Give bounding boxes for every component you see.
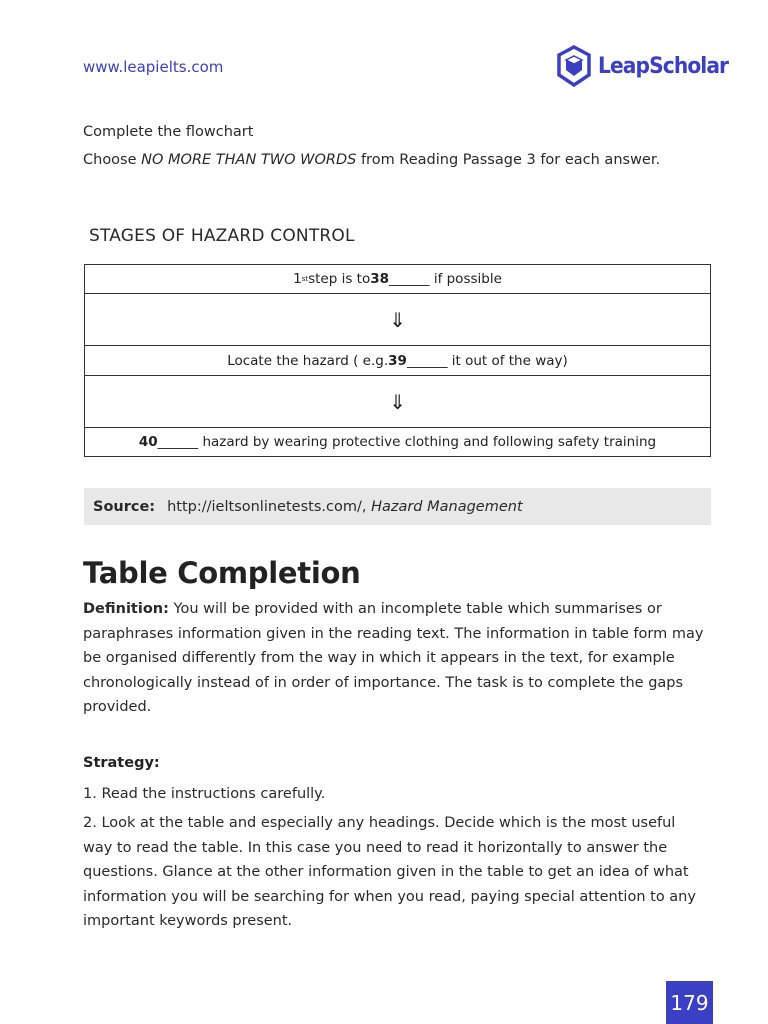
question-39-number: 39 [388, 352, 407, 369]
source-title: Hazard Management [371, 498, 523, 515]
question-38-number: 38 [370, 271, 390, 287]
instruction-line-1: Complete the flowchart [83, 124, 254, 140]
section-heading: Table Completion [83, 556, 361, 590]
leapscholar-shield-icon [556, 45, 592, 87]
flowchart-step-2: Locate the hazard ( e.g. 39 ______ it out of the way) [85, 346, 710, 376]
source-box [84, 488, 711, 525]
question-40-number: 40 [138, 434, 158, 450]
flowchart [84, 264, 711, 457]
brand-name: LeapScholar [598, 53, 729, 79]
flowchart-title: STAGES OF HAZARD CONTROL [89, 226, 355, 246]
down-arrow-icon: ⇓ [389, 307, 406, 332]
strategy-item-1: 1. Read the instructions carefully. [83, 786, 326, 802]
page-number: 179 [666, 981, 713, 1024]
down-arrow-icon: ⇓ [389, 389, 406, 414]
flowchart-arrow-2 [85, 376, 710, 428]
flowchart-step-3: 40 ______ hazard by wearing protective clothing and following safety training [138, 434, 657, 450]
source-url[interactable]: http://ieltsonlinetests.com/, [167, 498, 367, 515]
strategy-label: Strategy: [83, 755, 160, 771]
strategy-item-2: 2. Look at the table and especially any headings. Decide which is the most useful way to read the table. In this case you need to read it horizontally to answer the questions. Glance at the other information given in the table to get an idea of what information you will be searching for when you read, paying special attention to any important keywords present. [83, 815, 696, 929]
site-url[interactable]: www.leapielts.com [83, 58, 224, 76]
flowchart-arrow-1 [85, 294, 710, 346]
word-limit: NO MORE THAN TWO WORDS [141, 152, 357, 168]
instruction-line-2: Choose NO MORE THAN TWO WORDS from Reading Passage 3 for each answer. [83, 152, 661, 168]
definition-label: Definition: [83, 601, 169, 617]
flowchart-step-1: 1 st step is to 38 ______ if possible [85, 265, 710, 294]
source-label: Source: [93, 498, 156, 515]
brand-logo [556, 44, 739, 88]
definition-paragraph: Definition: You will be provided with an incomplete table which summarises or paraphrases information given in the reading text. The information in table form may be organised differently from the way in which it appears in the text, for example chronologically instead of in order of importance. The task is to complete the gaps provided. [83, 601, 704, 715]
